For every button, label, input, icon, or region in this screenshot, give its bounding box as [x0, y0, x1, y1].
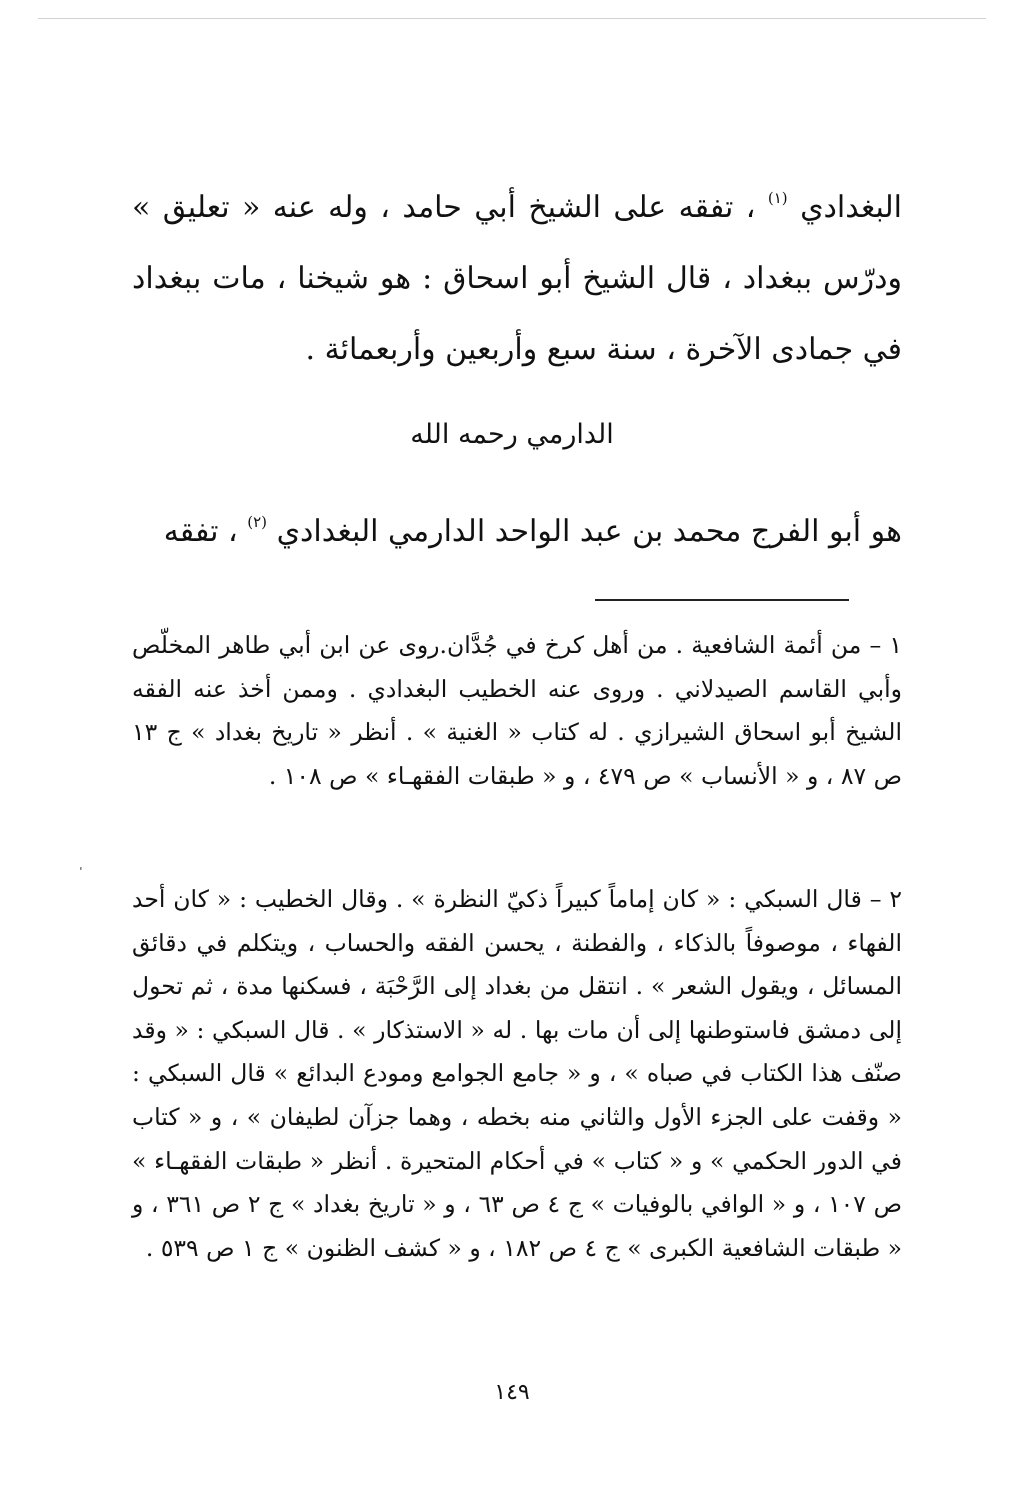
intro-text-rest: ، تفقه	[163, 514, 238, 549]
footnote-ref-2[interactable]: (٢)	[247, 513, 268, 531]
footnote-separator	[595, 599, 849, 601]
intro-paragraph	[132, 502, 902, 562]
footnote-ref-1[interactable]: (١)	[767, 189, 788, 207]
section-heading: الدارمي رحمه الله	[410, 419, 614, 450]
body-paragraph-start: البغدادي	[800, 190, 902, 225]
footnote-1: ١ – من أئمة الشافعية . من أهل كرخ في جُدَّان.روى عن ابن أبي طاهر المخلّص وأبي القاسم الصيدلاني . وروى عنه الخطيب البغدادي . وممن أخذ عنه الفقه الشيخ أبو اسحاق الشيرازي . له كتاب « الغنية » . أنظر « تاريخ بغداد » ج ١٣ ص ٨٧ ، و « الأنساب » ص ٤٧٩ ، و « طبقات الفقهـاء » ص ١٠٨ .	[132, 631, 902, 790]
footnote-2: ٢ – قال السبكي : « كان إماماً كبيراً ذكيّ النظرة » . وقال الخطيب : « كان أحد الفهاء ، موصوفاً بالذكاء ، والفطنة ، يحسن الفقه والحساب ، ويتكلم في دقائق المسائل ، ويقول الشعر » . انتقل من بغداد إلى الرَّحْبَة ، فسكنها مدة ، ثم تحول إلى دمشق فاستوطنها إلى أن مات بها . له « الاستذكار » . قال السبكي : « وقد صنّف هذا الكتاب في صباه » ، و « جامع الجوامع ومودع البدائع » قال السبكي : « وقفت على الجزء الأول والثاني منه بخطه ، وهما جزآن لطيفان » ، و « كتاب في الدور الحكمي » و « كتاب » في أحكام المتحيرة . أنظر « طبقات الفقهـاء » ص ١٠٧ ، و « الوافي بالوفيات » ج ٤ ص ٦٣ ، و « تاريخ بغداد » ج ٢ ص ٣٦١ ، و « طبقات الشافعية الكبرى » ج ٤ ص ١٨٢ ، و « كشف الظنون » ج ١ ص ٥٣٩ .	[132, 885, 903, 1262]
intro-text: هو أبو الفرج محمد بن عبد الواحد الدارمي البغدادي	[276, 514, 902, 549]
body-paragraph-rest: ، تفقه على الشيخ أبي حامد ، وله عنه « تعليق » ودرّس ببغداد ، قال الشيخ أبو اسحاق : هو شيخنا ، مات ببغداد في جمادى الآخرة ، سنة سبع وأربعين وأربعمائة .	[132, 190, 902, 367]
page-number: ١٤٩	[494, 1380, 530, 1405]
body-paragraph	[132, 172, 902, 385]
